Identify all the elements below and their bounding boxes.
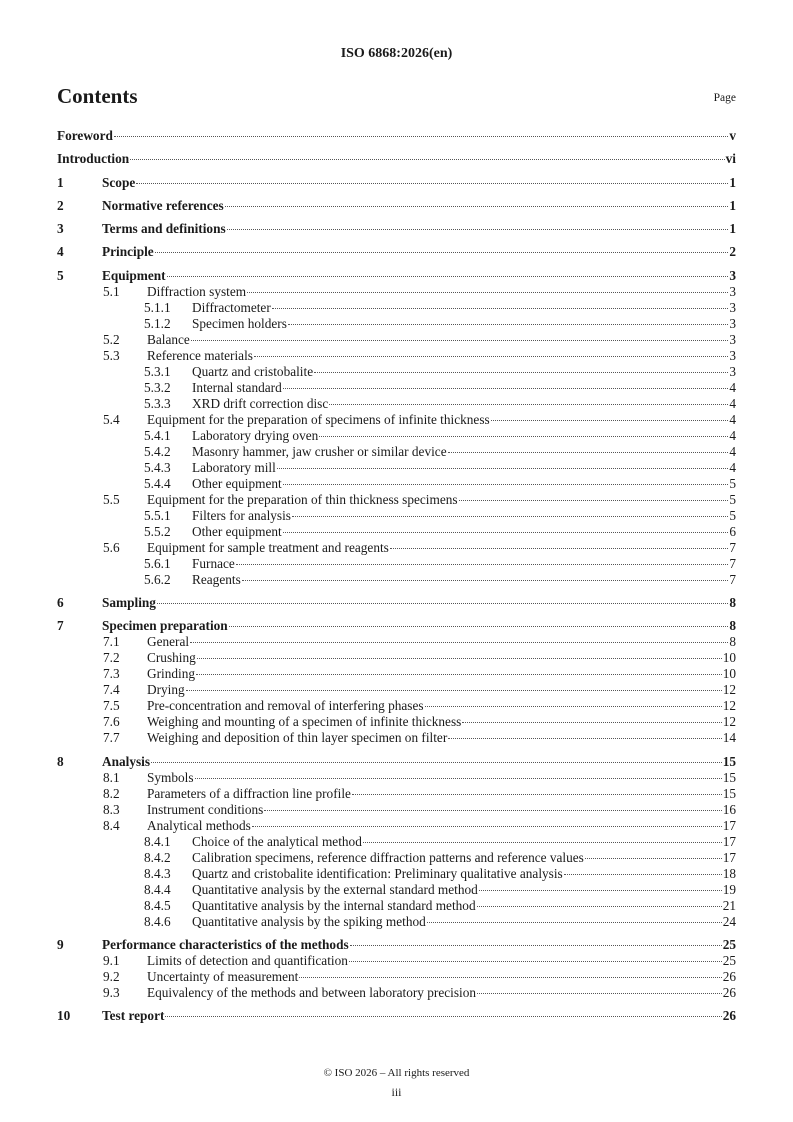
toc-entry-page: 6 bbox=[729, 523, 736, 539]
toc-entry[interactable] bbox=[57, 128, 736, 144]
toc-entry-page: 3 bbox=[729, 331, 736, 347]
dot-leader bbox=[186, 690, 722, 691]
dot-leader bbox=[564, 874, 722, 875]
toc-entry-title[interactable]: Specimen holders bbox=[192, 315, 287, 331]
toc-entry-title[interactable]: Weighing and mounting of a specimen of infinite thickness bbox=[147, 714, 462, 730]
toc-entry-number: 5.1.1 bbox=[144, 299, 171, 315]
toc-entry-title[interactable]: Normative references bbox=[102, 197, 224, 213]
toc-entry[interactable] bbox=[57, 476, 736, 492]
toc-entry-number: 7.1 bbox=[103, 634, 120, 650]
toc-entry-title[interactable]: Terms and definitions bbox=[102, 221, 226, 237]
toc-entry-title[interactable]: Parameters of a diffraction line profile bbox=[147, 785, 351, 801]
toc-entry-page: 26 bbox=[722, 968, 736, 984]
toc-entry[interactable] bbox=[57, 460, 736, 476]
toc-entry[interactable] bbox=[57, 151, 736, 167]
toc-entry-title[interactable]: Diffraction system bbox=[147, 283, 247, 299]
toc-entry[interactable] bbox=[57, 618, 736, 634]
toc-entry-page: 8 bbox=[729, 634, 736, 650]
toc-entry-title[interactable]: Quartz and cristobalite bbox=[192, 363, 314, 379]
toc-entry-page: 3 bbox=[729, 299, 736, 315]
toc-entry-title[interactable]: Specimen preparation bbox=[102, 618, 228, 634]
toc-entry-number: 8.4.4 bbox=[144, 881, 171, 897]
toc-entry[interactable] bbox=[57, 412, 736, 428]
toc-entry[interactable] bbox=[57, 221, 736, 237]
toc-entry-number: 5.1 bbox=[103, 283, 120, 299]
dot-leader bbox=[264, 810, 721, 811]
toc-entry[interactable] bbox=[57, 650, 736, 666]
dot-leader bbox=[227, 229, 729, 230]
dot-leader bbox=[167, 276, 729, 277]
dot-leader bbox=[229, 626, 729, 627]
toc-entry-title[interactable]: Analysis bbox=[102, 753, 151, 769]
toc-entry-number: 8.4.6 bbox=[144, 913, 171, 929]
toc-entry-title[interactable]: Weighing and deposition of thin layer specimen on filter bbox=[147, 730, 448, 746]
toc-entry-page: 7 bbox=[729, 571, 736, 587]
toc-entry-page: 7 bbox=[729, 555, 736, 571]
dot-leader bbox=[491, 420, 729, 421]
dot-leader bbox=[288, 324, 728, 325]
toc-entry-page: 3 bbox=[729, 363, 736, 379]
toc-entry-title[interactable]: Quantitative analysis by the internal standard method bbox=[192, 897, 476, 913]
toc-entry-page: 4 bbox=[729, 379, 736, 395]
dot-leader bbox=[191, 340, 729, 341]
toc-entry-page: 15 bbox=[722, 769, 736, 785]
toc-entry-page: v bbox=[729, 128, 736, 143]
toc-entry-number: 8.3 bbox=[103, 801, 120, 817]
toc-entry-page: 14 bbox=[722, 730, 736, 746]
dot-leader bbox=[272, 308, 729, 309]
dot-leader bbox=[314, 372, 728, 373]
toc-entry-number: 9.2 bbox=[103, 968, 120, 984]
toc-entry-title[interactable]: Other equipment bbox=[192, 475, 282, 491]
toc-entry[interactable] bbox=[57, 268, 736, 284]
toc-entry-page: 4 bbox=[729, 427, 736, 443]
toc-entry[interactable] bbox=[57, 198, 736, 214]
toc-entry-page: 1 bbox=[729, 221, 736, 237]
toc-entry[interactable] bbox=[57, 595, 736, 611]
toc-entry[interactable] bbox=[57, 754, 736, 770]
page-column-label: Page bbox=[713, 92, 736, 104]
dot-leader bbox=[236, 564, 729, 565]
document-id: ISO 6868:2026(en) bbox=[340, 46, 453, 61]
toc-entry-number: 5.3 bbox=[103, 347, 120, 363]
toc-entry-number: 10 bbox=[57, 1008, 71, 1024]
toc-entry[interactable] bbox=[57, 244, 736, 260]
toc-entry[interactable] bbox=[57, 666, 736, 682]
toc-entry[interactable] bbox=[57, 770, 736, 786]
toc-entry-number: 5.6.2 bbox=[144, 571, 171, 587]
toc-entry-number: 5.3.2 bbox=[144, 379, 171, 395]
toc-entry-number: 5 bbox=[57, 267, 64, 283]
dot-leader bbox=[427, 922, 722, 923]
toc-entry[interactable] bbox=[57, 698, 736, 714]
toc-entry[interactable] bbox=[57, 802, 736, 818]
copyright-notice: © ISO 2026 – All rights reserved bbox=[323, 1067, 470, 1079]
toc-entry[interactable] bbox=[57, 730, 736, 746]
toc-entry-number: 8.4.2 bbox=[144, 849, 171, 865]
dot-leader bbox=[130, 159, 724, 160]
dot-leader bbox=[350, 945, 722, 946]
dot-leader bbox=[195, 778, 722, 779]
toc-entry-number: 5.6.1 bbox=[144, 555, 171, 571]
toc-entry-page: 4 bbox=[729, 443, 736, 459]
toc-entry-number: 5.4.2 bbox=[144, 443, 171, 459]
toc-entry-title[interactable]: Uncertainty of measurement bbox=[147, 968, 299, 984]
toc-entry-title[interactable]: Instrument conditions bbox=[147, 801, 264, 817]
dot-leader bbox=[479, 890, 722, 891]
dot-leader bbox=[319, 436, 728, 437]
dot-leader bbox=[292, 516, 728, 517]
toc-entry[interactable] bbox=[57, 444, 736, 460]
toc-entry-title[interactable]: Filters for analysis bbox=[192, 507, 291, 523]
toc-entry-page: 15 bbox=[722, 753, 736, 769]
dot-leader bbox=[477, 906, 722, 907]
toc-entry[interactable] bbox=[57, 175, 736, 191]
toc-entry-page: 4 bbox=[729, 411, 736, 427]
toc-entry[interactable] bbox=[57, 364, 736, 380]
toc-entry-number: 9.1 bbox=[103, 952, 120, 968]
toc-entry[interactable] bbox=[57, 492, 736, 508]
dot-leader bbox=[247, 292, 728, 293]
toc-entry-page: 10 bbox=[722, 666, 736, 682]
toc-entry[interactable] bbox=[57, 714, 736, 730]
dot-leader bbox=[425, 706, 722, 707]
toc-entry[interactable] bbox=[57, 953, 736, 969]
dot-leader bbox=[349, 961, 722, 962]
toc-entry[interactable] bbox=[57, 985, 736, 1001]
dot-leader bbox=[363, 842, 722, 843]
toc-entry[interactable] bbox=[57, 540, 736, 556]
toc-entry-number: 8.4 bbox=[103, 817, 120, 833]
toc-entry-page: 8 bbox=[729, 595, 736, 611]
toc-entry-number: 8.4.5 bbox=[144, 897, 171, 913]
dot-leader bbox=[448, 452, 729, 453]
toc-entry-title[interactable]: Masonry hammer, jaw crusher or similar device bbox=[192, 443, 447, 459]
toc-entry-page: 5 bbox=[729, 507, 736, 523]
dot-leader bbox=[157, 603, 728, 604]
toc-entry-number: 7.2 bbox=[103, 650, 120, 666]
toc-entry[interactable] bbox=[57, 508, 736, 524]
toc-entry-number: 8.1 bbox=[103, 769, 120, 785]
toc-entry-page: 12 bbox=[722, 698, 736, 714]
toc-entry-title[interactable]: Quartz and cristobalite identification: Preliminary qualitative analysis bbox=[192, 865, 563, 881]
toc-entry-page: 4 bbox=[729, 395, 736, 411]
toc-entry-page: 5 bbox=[729, 491, 736, 507]
toc-entry-title[interactable]: Sampling bbox=[102, 595, 156, 611]
dot-leader bbox=[283, 388, 729, 389]
contents-title: Contents bbox=[57, 84, 138, 108]
toc-entry-title[interactable]: General bbox=[147, 634, 190, 650]
toc-entry-number: 9 bbox=[57, 936, 64, 952]
toc-entry-title[interactable]: Limits of detection and quantification bbox=[147, 952, 348, 968]
dot-leader bbox=[277, 468, 729, 469]
dot-leader bbox=[197, 658, 722, 659]
toc-entry-number: 7.6 bbox=[103, 714, 120, 730]
toc-entry[interactable] bbox=[57, 332, 736, 348]
toc-entry-page: 8 bbox=[729, 618, 736, 634]
toc-entry-number: 5.1.2 bbox=[144, 315, 171, 331]
toc-entry-page: 25 bbox=[722, 952, 736, 968]
dot-leader bbox=[462, 722, 721, 723]
toc-entry-page: 26 bbox=[722, 984, 736, 1000]
table-of-contents bbox=[57, 128, 736, 1024]
page-number: iii bbox=[391, 1085, 402, 1099]
toc-entry-title[interactable]: Equipment for the preparation of thin thickness specimens bbox=[147, 491, 458, 507]
toc-entry-number: 5.4.4 bbox=[144, 475, 171, 491]
dot-leader bbox=[329, 404, 728, 405]
toc-entry-page: 3 bbox=[729, 347, 736, 363]
toc-entry-number: 5.5.2 bbox=[144, 523, 171, 539]
toc-entry-page: 16 bbox=[722, 801, 736, 817]
dot-leader bbox=[283, 532, 729, 533]
toc-entry-page: 17 bbox=[722, 817, 736, 833]
toc-entry-number: 7.4 bbox=[103, 682, 120, 698]
toc-entry[interactable] bbox=[57, 524, 736, 540]
toc-entry-number: 3 bbox=[57, 221, 64, 237]
dot-leader bbox=[196, 674, 722, 675]
toc-entry[interactable] bbox=[57, 786, 736, 802]
toc-entry-title[interactable]: Furnace bbox=[192, 555, 235, 571]
toc-entry[interactable] bbox=[57, 284, 736, 300]
toc-entry-title[interactable]: Grinding bbox=[147, 666, 196, 682]
dot-leader bbox=[448, 738, 721, 739]
toc-entry-title[interactable]: Crushing bbox=[147, 650, 196, 666]
toc-entry-number: 5.6 bbox=[103, 539, 120, 555]
toc-entry-page: 26 bbox=[722, 1008, 736, 1024]
toc-entry-number: 2 bbox=[57, 197, 64, 213]
toc-entry-page: 12 bbox=[722, 682, 736, 698]
toc-entry-title[interactable]: Quantitative analysis by the spiking method bbox=[192, 913, 426, 929]
toc-entry[interactable] bbox=[57, 428, 736, 444]
toc-entry-title[interactable]: Calibration specimens, reference diffraction patterns and reference values bbox=[192, 849, 584, 865]
toc-entry[interactable] bbox=[57, 380, 736, 396]
toc-entry-title[interactable]: Foreword bbox=[57, 128, 113, 143]
dot-leader bbox=[283, 484, 729, 485]
toc-entry-number: 5.4 bbox=[103, 411, 120, 427]
toc-entry[interactable] bbox=[57, 300, 736, 316]
toc-entry[interactable] bbox=[57, 556, 736, 572]
toc-entry[interactable] bbox=[57, 818, 736, 834]
toc-entry-number: 5.4.3 bbox=[144, 459, 171, 475]
toc-entry-title[interactable]: Symbols bbox=[147, 769, 194, 785]
toc-entry-page: 1 bbox=[729, 197, 736, 213]
toc-entry-title[interactable]: Choice of the analytical method bbox=[192, 833, 362, 849]
toc-entry[interactable] bbox=[57, 866, 736, 882]
toc-entry-title[interactable]: Equivalency of the methods and between laboratory precision bbox=[147, 984, 476, 1000]
toc-entry-title[interactable]: Quantitative analysis by the external standard method bbox=[192, 881, 478, 897]
toc-entry-number: 8.4.1 bbox=[144, 833, 171, 849]
toc-entry-page: 25 bbox=[722, 936, 736, 952]
toc-entry-title[interactable]: Equipment for the preparation of specimens of infinite thickness bbox=[147, 411, 490, 427]
toc-entry[interactable] bbox=[57, 937, 736, 953]
toc-entry-title[interactable]: Test report bbox=[102, 1008, 165, 1024]
toc-entry-page: 12 bbox=[722, 714, 736, 730]
toc-entry[interactable] bbox=[57, 1008, 736, 1024]
toc-entry-number: 1 bbox=[57, 174, 64, 190]
toc-entry-title[interactable]: Drying bbox=[147, 682, 185, 698]
toc-entry-page: 5 bbox=[729, 475, 736, 491]
toc-entry-title[interactable]: Internal standard bbox=[192, 379, 282, 395]
toc-entry-number: 8 bbox=[57, 753, 64, 769]
toc-entry-title[interactable]: Equipment for sample treatment and reagents bbox=[147, 539, 389, 555]
toc-entry-number: 7 bbox=[57, 618, 64, 634]
toc-entry-number: 8.2 bbox=[103, 785, 120, 801]
toc-entry-page: 3 bbox=[729, 315, 736, 331]
toc-entry-title[interactable]: Analytical methods bbox=[147, 817, 251, 833]
toc-entry-title[interactable]: Balance bbox=[147, 331, 190, 347]
toc-entry-title[interactable]: Scope bbox=[102, 174, 136, 190]
toc-entry[interactable] bbox=[57, 572, 736, 588]
toc-entry[interactable] bbox=[57, 850, 736, 866]
toc-entry-number: 7.3 bbox=[103, 666, 120, 682]
toc-entry-page: 24 bbox=[722, 913, 736, 929]
toc-entry-page: 21 bbox=[722, 897, 736, 913]
dot-leader bbox=[254, 356, 728, 357]
toc-entry-number: 7.5 bbox=[103, 698, 120, 714]
toc-entry-number: 5.3.3 bbox=[144, 395, 171, 411]
toc-entry-page: 15 bbox=[722, 785, 736, 801]
dot-leader bbox=[190, 642, 728, 643]
toc-entry-title[interactable]: Diffractometer bbox=[192, 299, 271, 315]
toc-entry-number: 8.4.3 bbox=[144, 865, 171, 881]
toc-entry-number: 6 bbox=[57, 595, 64, 611]
toc-entry[interactable] bbox=[57, 969, 736, 985]
dot-leader bbox=[151, 762, 722, 763]
toc-entry-title[interactable]: Reagents bbox=[192, 571, 241, 587]
toc-entry-number: 9.3 bbox=[103, 984, 120, 1000]
toc-entry-page: 1 bbox=[729, 174, 736, 190]
dot-leader bbox=[252, 826, 722, 827]
toc-entry-title[interactable]: Performance characteristics of the methods bbox=[102, 936, 349, 952]
toc-entry-page: 3 bbox=[729, 283, 736, 299]
toc-entry-title[interactable]: Reference materials bbox=[147, 347, 253, 363]
toc-entry-number: 4 bbox=[57, 244, 64, 260]
toc-entry-page: 10 bbox=[722, 650, 736, 666]
toc-entry-title[interactable]: Principle bbox=[102, 244, 154, 260]
dot-leader bbox=[459, 500, 729, 501]
toc-entry-title[interactable]: Introduction bbox=[57, 151, 130, 167]
toc-entry-page: 3 bbox=[729, 267, 736, 283]
toc-entry-page: 7 bbox=[729, 539, 736, 555]
dot-leader bbox=[242, 580, 729, 581]
toc-entry-title[interactable]: Equipment bbox=[102, 267, 166, 283]
dot-leader bbox=[136, 183, 728, 184]
dot-leader bbox=[352, 794, 722, 795]
toc-entry-number: 5.2 bbox=[103, 331, 120, 347]
toc-entry-page: 4 bbox=[729, 459, 736, 475]
toc-entry-number: 5.5 bbox=[103, 491, 120, 507]
toc-entry-title[interactable]: Pre-concentration and removal of interfering phases bbox=[147, 698, 424, 714]
toc-entry[interactable] bbox=[57, 914, 736, 930]
toc-entry[interactable] bbox=[57, 348, 736, 364]
dot-leader bbox=[390, 548, 729, 549]
toc-entry-title[interactable]: Laboratory drying oven bbox=[192, 427, 319, 443]
toc-entry-number: 5.4.1 bbox=[144, 427, 171, 443]
dot-leader bbox=[114, 136, 728, 137]
dot-leader bbox=[585, 858, 722, 859]
toc-entry-page: 18 bbox=[722, 865, 736, 881]
toc-entry[interactable] bbox=[57, 396, 736, 412]
dot-leader bbox=[225, 206, 729, 207]
toc-entry[interactable] bbox=[57, 898, 736, 914]
toc-entry-page: 19 bbox=[722, 881, 736, 897]
toc-entry-number: 5.3.1 bbox=[144, 363, 171, 379]
toc-entry-page: 2 bbox=[729, 244, 736, 260]
toc-entry-number: 5.5.1 bbox=[144, 507, 171, 523]
toc-entry-number: 7.7 bbox=[103, 730, 120, 746]
dot-leader bbox=[165, 1016, 721, 1017]
dot-leader bbox=[155, 252, 729, 253]
toc-entry[interactable] bbox=[57, 316, 736, 332]
toc-entry-page: 17 bbox=[722, 833, 736, 849]
toc-entry[interactable] bbox=[57, 882, 736, 898]
toc-entry-title[interactable]: Laboratory mill bbox=[192, 459, 276, 475]
dot-leader bbox=[299, 977, 721, 978]
toc-entry[interactable] bbox=[57, 682, 736, 698]
toc-entry-title[interactable]: Other equipment bbox=[192, 523, 282, 539]
toc-entry-title[interactable]: XRD drift correction disc bbox=[192, 395, 329, 411]
toc-entry-page: vi bbox=[725, 151, 736, 167]
toc-entry[interactable] bbox=[57, 634, 736, 650]
dot-leader bbox=[477, 993, 722, 994]
toc-entry-page: 17 bbox=[722, 849, 736, 865]
toc-entry[interactable] bbox=[57, 834, 736, 850]
